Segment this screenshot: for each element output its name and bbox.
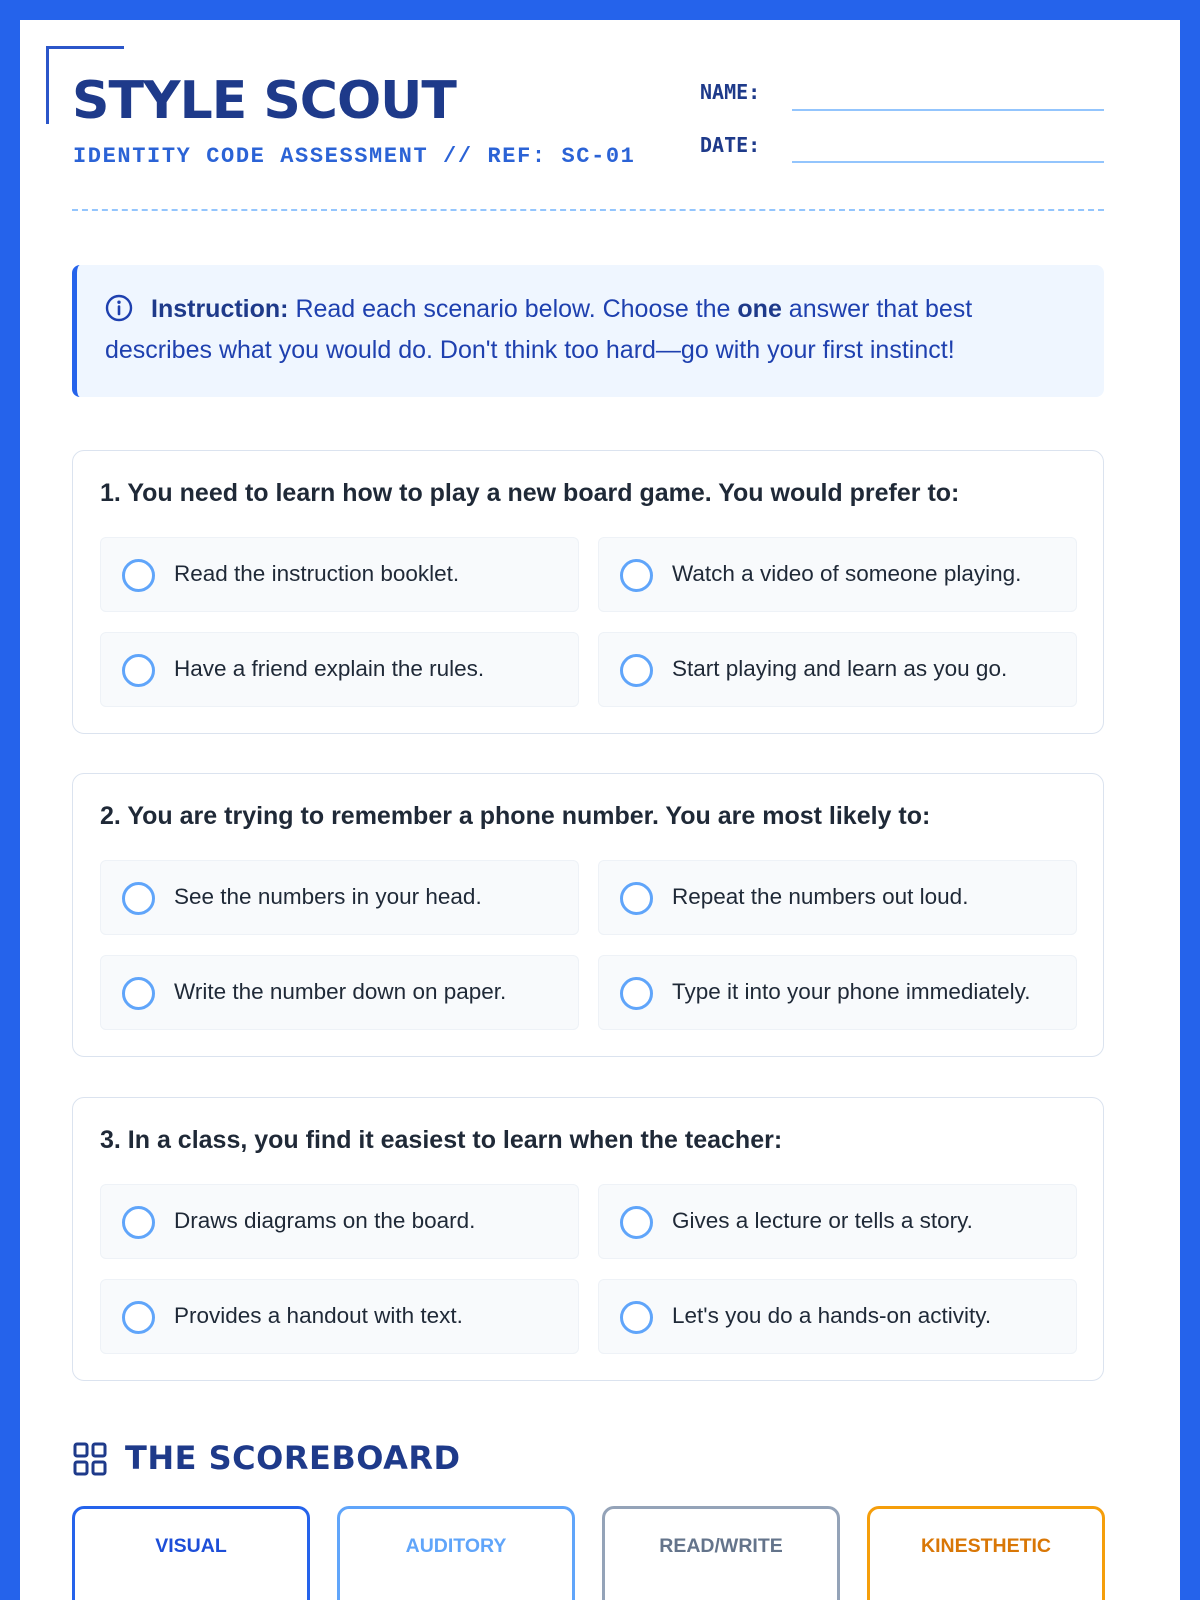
answer-label: Start playing and learn as you go. [672, 656, 1008, 681]
date-label: DATE: [700, 133, 761, 157]
answer-label: Watch a video of someone playing. [672, 561, 1022, 586]
answer-option[interactable] [100, 537, 579, 612]
answer-option[interactable] [598, 537, 1077, 612]
radio-button[interactable] [122, 882, 155, 915]
answer-label: Provides a handout with text. [174, 1303, 463, 1328]
answer-label: Read the instruction booklet. [174, 561, 460, 586]
score-box-kinesthetic [867, 1506, 1105, 1600]
answer-label: See the numbers in your head. [174, 884, 482, 909]
answer-option[interactable] [598, 955, 1077, 1030]
question-text: 2. You are trying to remember a phone number. You are most likely to: [100, 802, 931, 830]
answer-option[interactable] [100, 1184, 579, 1259]
score-label: KINESTHETIC [920, 1535, 1051, 1557]
scoreboard-title: THE SCOREBOARD [125, 1439, 461, 1477]
date-field[interactable] [792, 161, 1104, 163]
radio-button[interactable] [620, 977, 653, 1010]
question-card-1 [72, 450, 1104, 734]
page-subtitle: IDENTITY CODE ASSESSMENT // REF: SC-01 [73, 144, 636, 169]
question-text: 3. In a class, you find it easiest to learn when the teacher: [100, 1126, 783, 1154]
name-field[interactable] [792, 109, 1104, 111]
score-box-auditory [337, 1506, 575, 1600]
grid-icon [73, 1442, 107, 1476]
name-label: NAME: [700, 80, 761, 104]
score-box-visual [72, 1506, 310, 1600]
score-label: VISUAL [155, 1535, 227, 1557]
instruction-box [72, 265, 1104, 397]
answer-label: Write the number down on paper. [174, 979, 507, 1004]
answer-label: Gives a lecture or tells a story. [672, 1208, 973, 1233]
answer-option[interactable] [100, 955, 579, 1030]
question-card-2 [72, 773, 1104, 1057]
instruction-label: Instruction: [151, 295, 289, 323]
info-icon [105, 294, 133, 322]
answer-label: Type it into your phone immediately. [672, 979, 1031, 1004]
answer-option[interactable] [598, 1279, 1077, 1354]
radio-button[interactable] [122, 1301, 155, 1334]
instruction-emphasis: one [737, 295, 782, 323]
answer-option[interactable] [598, 860, 1077, 935]
score-label: READ/WRITE [659, 1535, 783, 1557]
score-label: AUDITORY [405, 1535, 507, 1557]
radio-button[interactable] [620, 654, 653, 687]
answer-label: Let's you do a hands-on activity. [672, 1303, 992, 1328]
answer-label: Draws diagrams on the board. [174, 1208, 476, 1233]
answer-option[interactable] [598, 1184, 1077, 1259]
answer-option[interactable] [598, 632, 1077, 707]
answer-option[interactable] [100, 1279, 579, 1354]
radio-button[interactable] [122, 977, 155, 1010]
answer-option[interactable] [100, 632, 579, 707]
radio-button[interactable] [620, 1301, 653, 1334]
radio-button[interactable] [122, 654, 155, 687]
radio-button[interactable] [620, 1206, 653, 1239]
page-title: STYLE SCOUT [72, 71, 456, 131]
question-card-3 [72, 1097, 1104, 1381]
instruction-text-a: Read each scenario below. Choose the [288, 295, 738, 323]
instruction-text-b: answer that best describes what you would do. Don't think too hard—go with your first instinct! [105, 295, 973, 364]
answer-label: Have a friend explain the rules. [174, 656, 485, 681]
question-text: 1. You need to learn how to play a new board game. You would prefer to: [100, 479, 960, 507]
answer-label: Repeat the numbers out loud. [672, 884, 969, 909]
score-box-read-write [602, 1506, 840, 1600]
radio-button[interactable] [620, 559, 653, 592]
radio-button[interactable] [122, 559, 155, 592]
worksheet [20, 20, 1180, 1600]
radio-button[interactable] [620, 882, 653, 915]
radio-button[interactable] [122, 1206, 155, 1239]
header-divider [72, 209, 1104, 211]
answer-option[interactable] [100, 860, 579, 935]
